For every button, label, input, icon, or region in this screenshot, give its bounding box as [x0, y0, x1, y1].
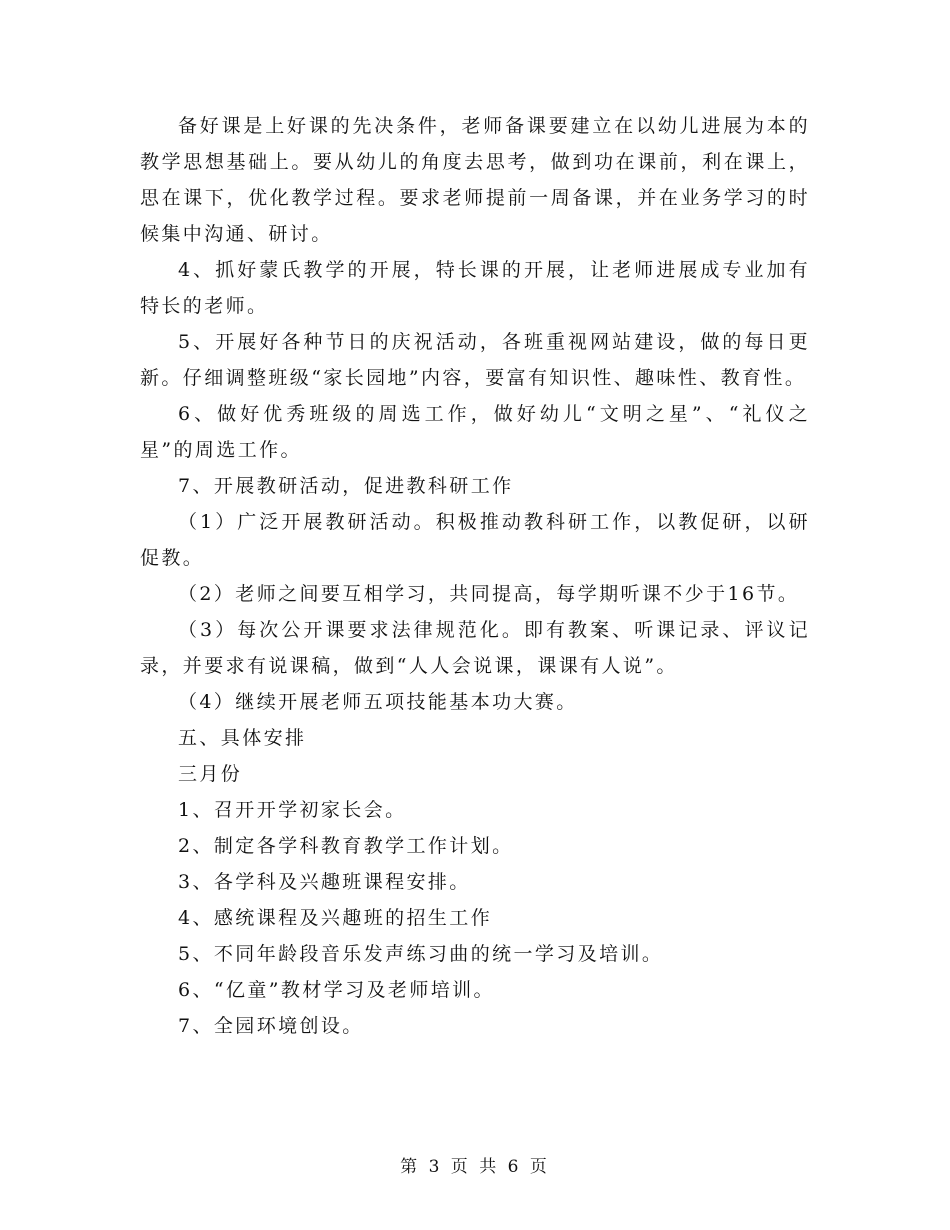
paragraph-lesson-prep: 备好课是上好课的先决条件，老师备课要建立在以幼儿进展为本的教学思想基础上。要从幼儿的角度去思考，做到功在课前，利在课上，思在课下，优化教学过程。要求老师提前一周备课，并在业务学习的时候集中沟通、研讨。: [140, 115, 810, 245]
march-item-7: 7、全园环境创设。: [178, 1015, 364, 1037]
month-heading-march: 三月份: [178, 763, 243, 785]
march-item-2: 2、制定各学科教育教学工作计划。: [178, 835, 514, 857]
paragraph-sub-2: （2）老师之间要互相学习，共同提高，每学期听课不少于16节。: [178, 583, 800, 605]
page-number-footer: 第 3 页 共 6 页: [400, 1157, 550, 1177]
march-item-6: 6、“亿童”教材学习及老师培训。: [178, 979, 495, 1001]
march-item-3: 3、各学科及兴趣班课程安排。: [178, 871, 471, 893]
section-heading-schedule: 五、具体安排: [178, 727, 307, 749]
document-body: [140, 108, 810, 1044]
march-item-5: 5、不同年龄段音乐发声练习曲的统一学习及培训。: [178, 943, 664, 965]
march-item-1: 1、召开开学初家长会。: [178, 799, 407, 821]
paragraph-sub-1: （1）广泛开展教研活动。积极推动教科研工作，以教促研，以研促教。: [140, 511, 810, 569]
paragraph-item-6: 6、做好优秀班级的周选工作，做好幼儿“文明之星”、“礼仪之星”的周选工作。: [140, 403, 810, 461]
paragraph-sub-4: （4）继续开展老师五项技能基本功大赛。: [178, 691, 578, 713]
paragraph-item-7: 7、开展教研活动，促进教科研工作: [178, 475, 514, 497]
march-item-4: 4、感统课程及兴趣班的招生工作: [178, 907, 493, 929]
paragraph-item-4: 4、抓好蒙氏教学的开展，特长课的开展，让老师进展成专业加有特长的老师。: [140, 259, 810, 317]
paragraph-item-5: 5、开展好各种节日的庆祝活动，各班重视网站建设，做的每日更新。仔细调整班级“家长园地”内容，要富有知识性、趣味性、教育性。: [140, 331, 810, 389]
paragraph-sub-3: （3）每次公开课要求法律规范化。即有教案、听课记录、评议记录，并要求有说课稿，做到“人人会说课，课课有人说”。: [140, 619, 810, 677]
